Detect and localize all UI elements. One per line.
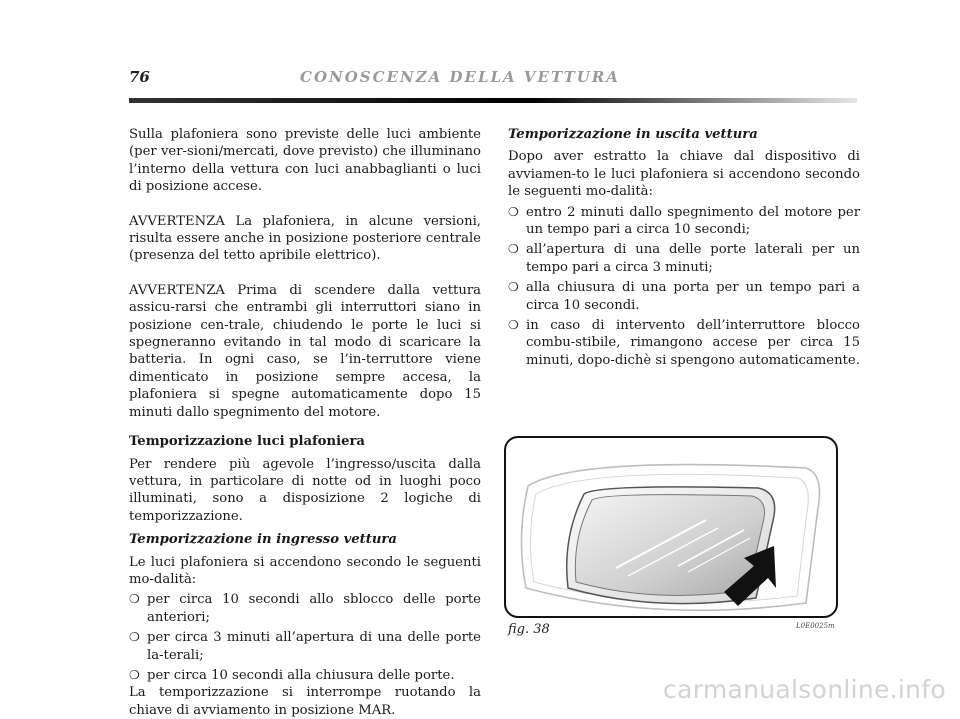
bullet-icon: ❍ [129,667,140,682]
list-item-text: per circa 10 secondi alla chiusura delle porte. [147,667,455,683]
list-item-text: per circa 3 minuti all’apertura di una delle porte la-terali; [147,630,481,663]
bullet-icon: ❍ [508,204,519,219]
paragraph-timing-interrupt: La temporizzazione si interrompe ruotando la chiave di avviamento in posizione MAR. [129,685,481,718]
list-item [508,317,860,369]
entry-timing-list [129,591,481,684]
list-item-text: all’apertura di una delle porte laterali per un tempo pari a circa 3 minuti; [526,242,860,275]
figure-ceiling-light [504,436,838,618]
paragraph-warning-rear-light: AVVERTENZA La plafoniera, in alcune versioni, risulta essere anche in posizione posteriore centrale (presenza del tetto apribile elettrico). [129,213,481,264]
list-item [129,591,481,626]
figure-caption: fig. 38 [508,622,550,637]
list-item [508,279,860,314]
right-column [508,126,860,372]
left-column [129,126,481,719]
list-item-text: alla chiusura di una porta per un tempo pari a circa 10 secondi. [526,280,860,313]
bullet-icon: ❍ [508,318,519,333]
list-item [129,629,481,664]
page-number: 76 [129,68,150,86]
paragraph-entry-modes: Le luci plafoniera si accendono secondo le seguenti mo-dalità: [129,554,481,587]
paragraph-exit-modes: Dopo aver estratto la chiave dal dispositivo di avviamen-to le luci plafoniera si accendono secondo le seguenti mo-dalità: [508,149,860,200]
paragraph-warning-switches: AVVERTENZA Prima di scendere dalla vettura assicu-rarsi che entrambi gli interruttori siano in posizione cen-trale, chiudendo le porte le luci si spegneranno evitando in tal modo di scaricare la batteria. In ogni caso, se l’in-terruttore viene dimenticato in posizione sempre accesa, la plafoniera si spegne automaticamente dopo 15 minuti dallo spegnimento del motore. [129,282,481,420]
list-item [129,667,481,684]
section-heading: Temporizzazione luci plafoniera [129,434,365,450]
figure-code: L0E0025m [796,622,835,630]
list-item-text: per circa 10 secondi allo sblocco delle porte anteriori; [147,592,481,625]
running-title: CONOSCENZA DELLA VETTURA [300,68,620,86]
bullet-icon: ❍ [508,242,519,257]
header-rule [129,98,857,103]
paragraph-timing-intro: Per rendere più agevole l’ingresso/uscita dalla vettura, in particolare di notte od in luoghi poco illuminati, sono a disposizione 2 logiche di temporizzazione. [129,456,481,524]
list-item [508,241,860,276]
subheading-exit-timing: Temporizzazione in uscita vettura [508,127,758,142]
bullet-icon: ❍ [508,280,519,295]
subheading-entry-timing: Temporizzazione in ingresso vettura [129,532,397,548]
list-item-text: entro 2 minuti dallo spegnimento del motore per un tempo pari a circa 10 secondi; [526,204,860,238]
list-item-text: in caso di intervento dell’interruttore blocco combu-stibile, rimangono accese per circa 15 minuti, dopo-dichè si spengono automaticamente. [526,318,860,368]
ceiling-light-illustration [506,438,836,616]
exit-timing-list [508,204,860,370]
list-item [508,204,860,239]
watermark: carmanualsonline.info [663,675,946,704]
bullet-icon: ❍ [129,630,140,645]
bullet-icon: ❍ [129,592,140,607]
paragraph-ambient-lights: Sulla plafoniera sono previste delle luci ambiente (per ver-sioni/mercati, dove previsto) che illuminano l’interno della vettura con luci anabbaglianti o luci di posizione accese. [129,127,481,195]
